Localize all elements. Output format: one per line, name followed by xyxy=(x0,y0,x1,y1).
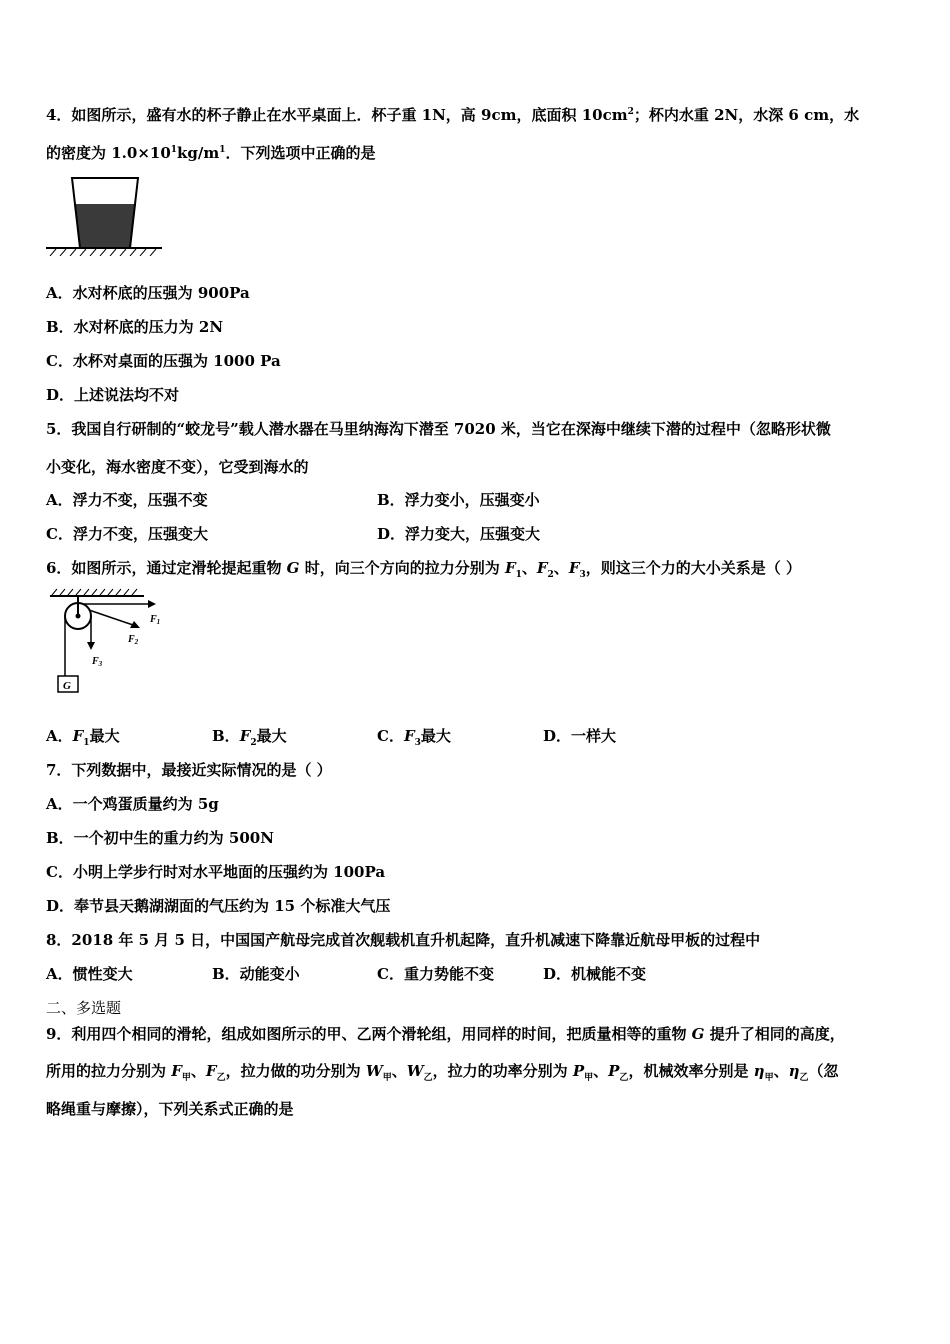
q4-stem-line1: 4．如图所示，盛有水的杯子静止在水平桌面上．杯子重 1N，高 9cm，底面积 $10cm^2$；杯内水重 2N，水深 6 cm，水 xyxy=(46,106,860,124)
q7-option-b: B．一个初中生的重力约为 500N xyxy=(46,829,274,847)
q9-stem-line3: 略绳重与摩擦），下列关系式正确的是 xyxy=(46,1100,294,1118)
ceiling-hatching xyxy=(52,589,137,595)
svg-text:F3: $F_3$ xyxy=(92,656,103,668)
weight-label: G xyxy=(63,680,71,692)
q8-stem: 8．2018 年 5 月 5 日，中国国产航母完成首次舰载机直升机起降，直升机减速下降靠近航母甲板的过程中 xyxy=(46,931,761,949)
svg-text:F1: $F_1$ xyxy=(150,614,161,626)
q9-stem-line1: 9．利用四个相同的滑轮，组成如图所示的甲、乙两个滑轮组，用同样的时间，把质量相等的重物 G 提升了相同的高度， xyxy=(46,1025,845,1043)
q9-stem-line2: 所用的拉力分别为 $F_甲$、$F_乙$，拉力做的功分别为 $W_甲$、$W_乙$，拉力的功率分别为 $P_甲$、$P_乙$，机械效率分别是 $\eta_甲$、$\eta_乙$（忽 xyxy=(46,1062,839,1083)
q4-option-c: C．水杯对桌面的压强为 1000 Pa xyxy=(46,352,281,370)
f2-arrow xyxy=(89,610,136,626)
q4-option-a: A．水对杯底的压强为 900Pa xyxy=(46,284,250,302)
f3-label: F xyxy=(92,656,99,667)
q5-option-d: D．浮力变大，压强变大 xyxy=(377,525,541,543)
svg-text:F2: $F_2$ xyxy=(128,634,139,646)
pulley-figure xyxy=(44,588,174,698)
water-fill xyxy=(74,204,136,248)
q6-option-d: D．一样大 xyxy=(543,727,617,745)
section-heading-multiple-choice: 二、多选题 xyxy=(46,999,122,1017)
q7-stem: 7．下列数据中，最接近实际情况的是（ ） xyxy=(46,761,332,779)
q8-option-d: D．机械能不变 xyxy=(543,965,647,983)
f1-label: F xyxy=(150,614,157,625)
q5-option-a: A．浮力不变，压强不变 xyxy=(46,491,208,509)
q7-option-d: D．奉节县天鹅湖湖面的气压约为 15 个标准大气压 xyxy=(46,897,391,915)
cup-on-table-figure xyxy=(44,174,166,256)
q4-option-d: D．上述说法均不对 xyxy=(46,386,180,404)
q8-option-b: B．动能变小 xyxy=(212,965,300,983)
q5-option-c: C．浮力不变，压强变大 xyxy=(46,525,208,543)
q5-stem-line2: 小变化，海水密度不变），它受到海水的 xyxy=(46,458,309,476)
q4-option-b: B．水对杯底的压力为 2N xyxy=(46,318,224,336)
q7-option-c: C．小明上学步行时对水平地面的压强约为 100Pa xyxy=(46,863,386,881)
q6-option-a: A．$F_1$最大 xyxy=(46,727,120,748)
q6-stem: 6．如图所示，通过定滑轮提起重物 G 时，向三个方向的拉力分别为 $F_1$、$F_2$、$F_3$，则这三个力的大小关系是（ ） xyxy=(46,559,801,580)
f2-label: F xyxy=(128,634,135,645)
pulley-axle xyxy=(76,614,81,619)
q8-option-c: C．重力势能不变 xyxy=(377,965,494,983)
q7-option-a: A．一个鸡蛋质量约为 5g xyxy=(46,795,219,813)
table-hatching xyxy=(50,249,156,256)
q5-stem-line1: 5．我国自行研制的“蛟龙号”载人潜水器在马里纳海沟下潜至 7020 米，当它在深海中继续下潜的过程中（忽略形状微 xyxy=(46,420,831,438)
q5-option-b: B．浮力变小，压强变小 xyxy=(377,491,540,509)
q6-option-c: C．$F_3$最大 xyxy=(377,727,451,748)
q6-option-b: B．$F_2$最大 xyxy=(212,727,287,748)
q4-stem-line2: 的密度为 $1.0\times 10^1kg/m^1$．下列选项中正确的是 xyxy=(46,144,376,162)
q8-option-a: A．惯性变大 xyxy=(46,965,133,983)
